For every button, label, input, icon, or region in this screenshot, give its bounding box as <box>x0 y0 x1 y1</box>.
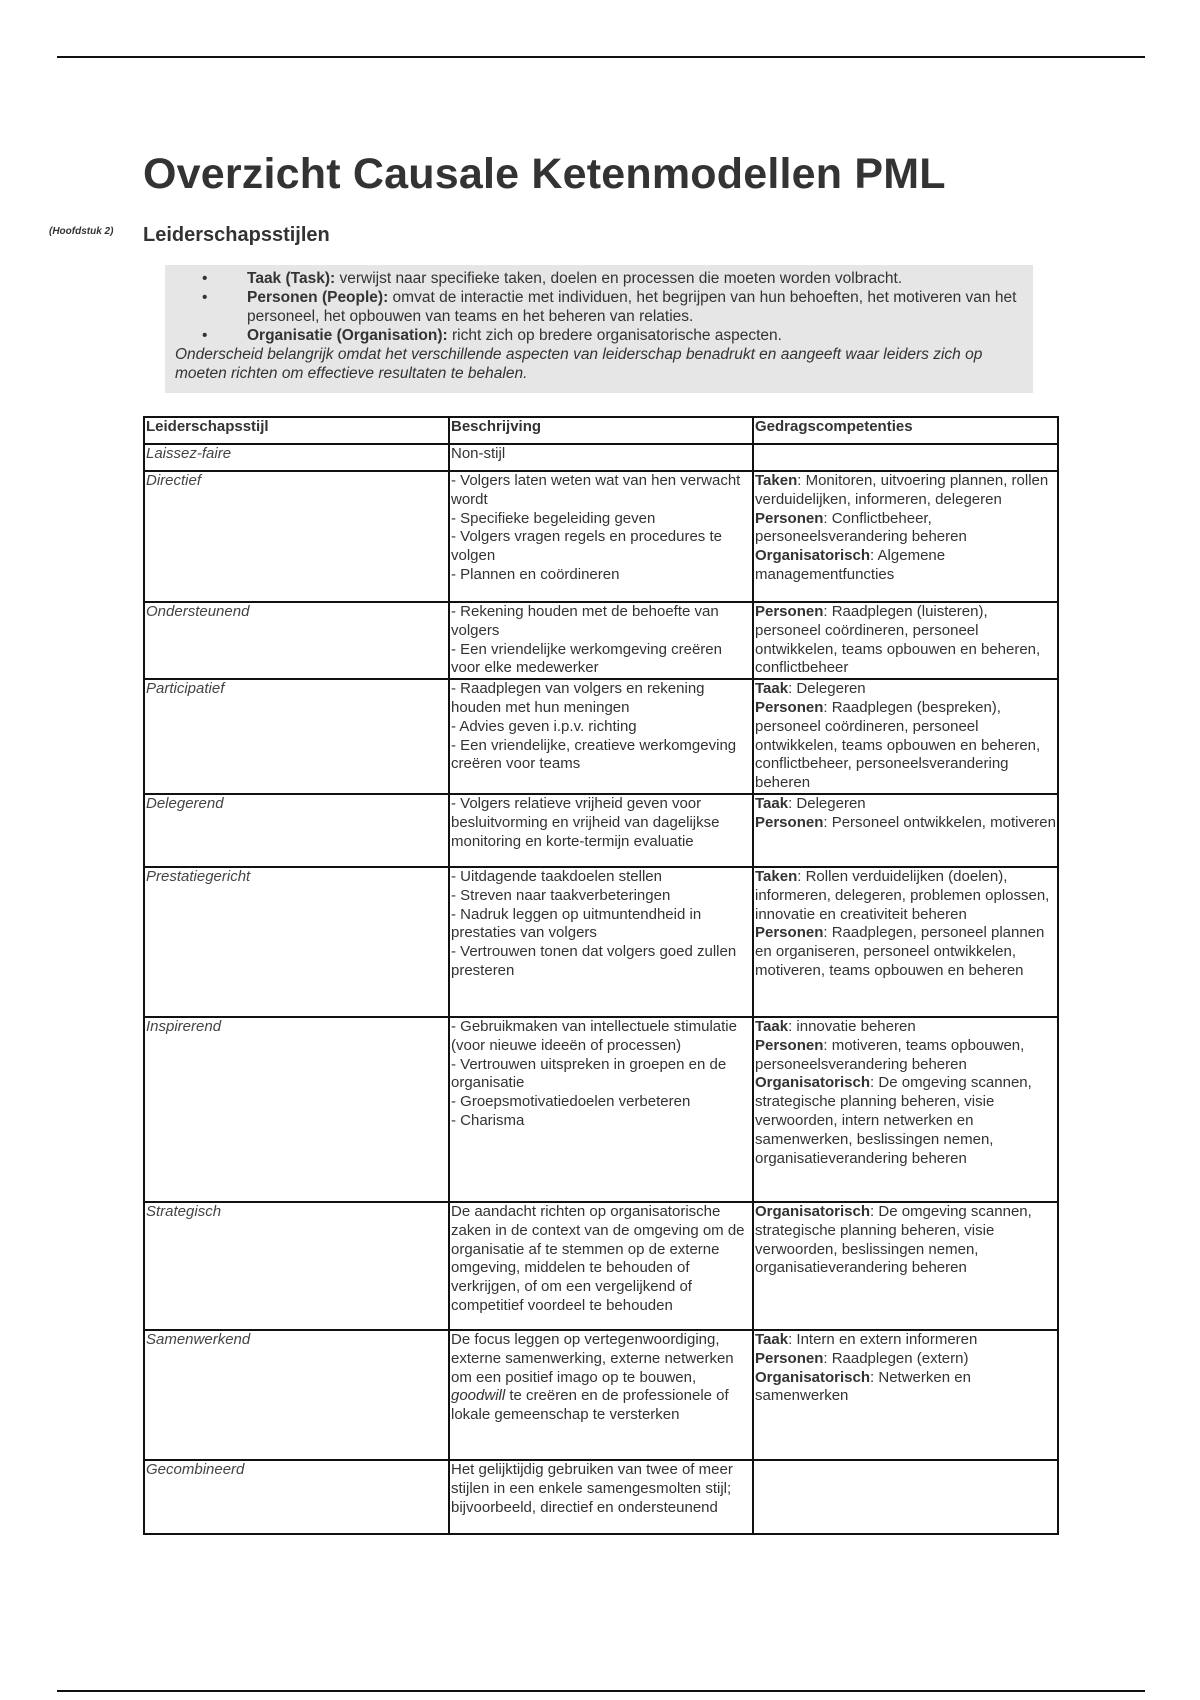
competencies-cell <box>753 1460 1058 1534</box>
competency-label: Personen <box>755 924 824 942</box>
competency-line <box>755 924 1056 980</box>
bullet-icon: • <box>202 327 208 344</box>
table-row <box>144 444 1058 471</box>
page-title: Overzicht Causale Ketenmodellen PML <box>143 150 946 198</box>
bullet-text: verwijst naar specifieke taken, doelen en processen die moeten worden volbracht. <box>335 270 903 287</box>
competency-text: : Raadplegen (luisteren), personeel coördineren, personeel ontwikkelen, teams opbouwen en beheren, conflictbeheer <box>755 603 1041 677</box>
description-line: - Raadplegen van volgers en rekening houden met hun meningen <box>451 680 705 716</box>
description-cell <box>449 1330 753 1460</box>
competency-text: : Algemene managementfuncties <box>755 547 946 583</box>
competency-label: Organisatorisch <box>755 547 871 565</box>
competency-line <box>755 1203 1056 1278</box>
competency-text: : Raadplegen (extern) <box>823 1349 969 1367</box>
description-cell <box>449 1202 753 1330</box>
competency-line <box>755 1074 1056 1168</box>
description-cell <box>449 1460 753 1534</box>
competency-label: Taak <box>755 1330 789 1348</box>
description-line: - Vertrouwen uitspreken in groepen en de organisatie <box>451 1055 727 1092</box>
competency-text: : De omgeving scannen, strategische planning beheren, visie verwoorden, intern netwerken en samenwerken, beslissingen nemen, organisatieverandering beheren <box>755 1074 1032 1167</box>
table-row <box>144 1202 1058 1330</box>
competency-line <box>755 1350 1056 1369</box>
description-line: - Specifieke begeleiding geven <box>451 509 656 527</box>
description-line: - Streven naar taakverbeteringen <box>451 886 671 904</box>
competencies-cell <box>753 1330 1058 1460</box>
competency-text: : Personeel ontwikkelen, motiveren <box>823 813 1056 831</box>
style-name-cell: Samenwerkend <box>144 1330 449 1460</box>
competency-text: : Conflictbeheer, personeelsverandering beheren <box>755 509 967 546</box>
table-row <box>144 1460 1058 1534</box>
competency-text: : Monitoren, uitvoering plannen, rollen verduidelijken, informeren, delegeren <box>755 472 1049 508</box>
description-text: De focus leggen op vertegenwoordiging, externe samenwerking, externe netwerken om een positief imago op te bouwen, <box>451 1330 734 1386</box>
competency-line <box>755 680 1056 699</box>
table-body <box>144 444 1058 1534</box>
competency-text: : De omgeving scannen, strategische planning beheren, visie verwoorden, beslissingen nemen, organisatieverandering beheren <box>755 1202 1032 1277</box>
info-bullet-list <box>175 269 1023 345</box>
style-name-cell: Participatief <box>144 679 449 794</box>
competency-label: Personen <box>755 698 824 716</box>
info-bullet-task <box>175 269 1023 288</box>
competency-line <box>755 699 1056 793</box>
competency-text: : Raadplegen (bespreken), personeel coördineren, personeel ontwikkelen, teams opbouwen en beheren, conflictbeheer, personeelsverandering beheren <box>755 698 1041 792</box>
style-name-cell: Inspirerend <box>144 1017 449 1202</box>
table-row <box>144 867 1058 1017</box>
description-line: - Een vriendelijke, creatieve werkomgeving creëren voor teams <box>451 736 737 773</box>
competency-line <box>755 603 1056 678</box>
description-cell <box>449 794 753 867</box>
competencies-cell <box>753 471 1058 602</box>
description-text: goodwill <box>451 1387 506 1405</box>
competencies-cell <box>753 794 1058 867</box>
competencies-cell <box>753 1017 1058 1202</box>
bullet-text: richt zich op bredere organisatorische aspecten. <box>447 327 782 344</box>
bullet-icon: • <box>202 289 208 306</box>
description-line: Non-stijl <box>451 445 506 462</box>
style-name-cell: Delegerend <box>144 794 449 867</box>
competency-line <box>755 547 1056 585</box>
column-header-style: Leiderschapsstijl <box>144 417 449 444</box>
table-row <box>144 602 1058 679</box>
description-cell <box>449 867 753 1017</box>
style-name-cell: Ondersteunend <box>144 602 449 679</box>
competency-text: : Netwerken en samenwerken <box>755 1368 971 1405</box>
description-line: - Volgers vragen regels en procedures te volgen <box>451 528 722 565</box>
column-header-competencies: Gedragscompetenties <box>753 417 1058 444</box>
bullet-icon: • <box>202 270 208 287</box>
competency-label: Organisatorisch <box>755 1202 871 1220</box>
competency-label: Taak <box>755 794 789 812</box>
table-row <box>144 1017 1058 1202</box>
competencies-cell <box>753 444 1058 471</box>
competency-label: Personen <box>755 603 824 620</box>
description-cell <box>449 444 753 471</box>
description-line: - Uitdagende taakdoelen stellen <box>451 867 662 885</box>
info-note: Onderscheid belangrijk omdat het verschillende aspecten van leiderschap benadrukt en aangeeft waar leiders zich op moeten richten om effectieve resultaten te behalen. <box>175 346 983 382</box>
description-line: - Volgers laten weten wat van hen verwacht wordt <box>451 472 741 508</box>
competency-line <box>755 1018 1056 1037</box>
style-name-cell: Laissez-faire <box>144 444 449 471</box>
description-line: - Plannen en coördineren <box>451 565 620 583</box>
description-line: - Volgers relatieve vrijheid geven voor besluitvorming en vrijheid van dagelijkse monitoring en korte-termijn evaluatie <box>451 794 720 850</box>
description-text: te creëren en de professionele of lokale gemeenschap te versterken <box>451 1387 729 1424</box>
info-box <box>165 265 1033 393</box>
leadership-styles-table <box>143 416 1059 1535</box>
competency-label: Taak <box>755 1017 789 1035</box>
info-bullet-people <box>175 288 1023 326</box>
competency-text: : Intern en extern informeren <box>788 1330 978 1348</box>
competency-text: : innovatie beheren <box>788 1017 916 1035</box>
competency-text: : motiveren, teams opbouwen, personeelsverandering beheren <box>755 1036 1025 1073</box>
description-line: - Groepsmotivatiedoelen verbeteren <box>451 1093 691 1111</box>
description-cell <box>449 602 753 679</box>
table-header-row <box>144 417 1058 444</box>
competencies-cell <box>753 602 1058 679</box>
style-name-cell: Strategisch <box>144 1202 449 1330</box>
table-row <box>144 1330 1058 1460</box>
competency-label: Personen <box>755 1036 824 1054</box>
description-cell <box>449 1017 753 1202</box>
description-line: - Een vriendelijke werkomgeving creëren voor elke medewerker <box>451 640 722 677</box>
competency-text: : Rollen verduidelijken (doelen), informeren, delegeren, problemen oplossen, innovatie en creativiteit beheren <box>755 867 1050 923</box>
competency-label: Personen <box>755 813 824 831</box>
table-row <box>144 471 1058 602</box>
description-line: Het gelijktijdig gebruiken van twee of meer stijlen in een enkele samengesmolten stijl; bijvoorbeeld, directief en ondersteunend <box>451 1460 733 1516</box>
competency-label: Organisatorisch <box>755 1368 871 1386</box>
competency-text: : Delegeren <box>788 680 866 698</box>
competency-line <box>755 472 1056 510</box>
competency-line <box>755 1037 1056 1075</box>
description-line: - Nadruk leggen op uitmuntendheid in prestaties van volgers <box>451 905 702 942</box>
bullet-text: omvat de interactie met individuen, het begrijpen van hun behoeften, het motiveren van het personeel, het opbouwen van teams en het beheren van relaties. <box>247 289 1017 325</box>
description-line: - Charisma <box>451 1111 525 1129</box>
table-row <box>144 679 1058 794</box>
competency-text: : Delegeren <box>788 794 866 812</box>
chapter-tag: (Hoofdstuk 2) <box>49 226 114 237</box>
style-name-cell: Directief <box>144 471 449 602</box>
top-rule <box>57 56 1145 58</box>
style-name-cell: Prestatiegericht <box>144 867 449 1017</box>
description-line: De aandacht richten op organisatorische zaken in de context van de omgeving om de organisatie af te stemmen op de externe omgeving, middelen te behouden of verkrijgen, of om een vergelijkend of competitief voordeel te behouden <box>451 1202 745 1314</box>
competency-label: Personen <box>755 509 824 527</box>
competency-line <box>755 795 1056 814</box>
competencies-cell <box>753 679 1058 794</box>
bullet-term: Organisatie (Organisation): <box>247 327 448 344</box>
competency-label: Personen <box>755 1349 824 1367</box>
description-line: - Advies geven i.p.v. richting <box>451 717 637 735</box>
competency-line <box>755 510 1056 548</box>
description-cell <box>449 471 753 602</box>
competency-text: : Raadplegen, personeel plannen en organiseren, personeel ontwikkelen, motiveren, teams opbouwen en beheren <box>755 924 1045 979</box>
section-subtitle: Leiderschapsstijlen <box>143 224 330 246</box>
competencies-cell <box>753 867 1058 1017</box>
bottom-rule <box>57 1690 1145 1692</box>
competency-label: Taken <box>755 472 798 489</box>
competency-label: Organisatorisch <box>755 1074 871 1092</box>
competency-label: Taak <box>755 680 789 698</box>
bullet-term: Personen (People): <box>247 289 389 306</box>
table-row <box>144 794 1058 867</box>
competency-line <box>755 1369 1056 1407</box>
column-header-description: Beschrijving <box>449 417 753 444</box>
description-line: - Vertrouwen tonen dat volgers goed zullen presteren <box>451 943 737 979</box>
competency-label: Taken <box>755 867 798 885</box>
info-bullet-organisation <box>175 326 1023 345</box>
description-cell <box>449 679 753 794</box>
bullet-term: Taak (Task): <box>247 270 336 287</box>
description-line: - Gebruikmaken van intellectuele stimulatie (voor nieuwe ideeën of processen) <box>451 1017 737 1054</box>
competencies-cell <box>753 1202 1058 1330</box>
style-name-cell: Gecombineerd <box>144 1460 449 1534</box>
description-line: - Rekening houden met de behoefte van volgers <box>451 603 719 639</box>
competency-line <box>755 814 1056 833</box>
competency-line <box>755 1331 1056 1350</box>
competency-line <box>755 868 1056 924</box>
